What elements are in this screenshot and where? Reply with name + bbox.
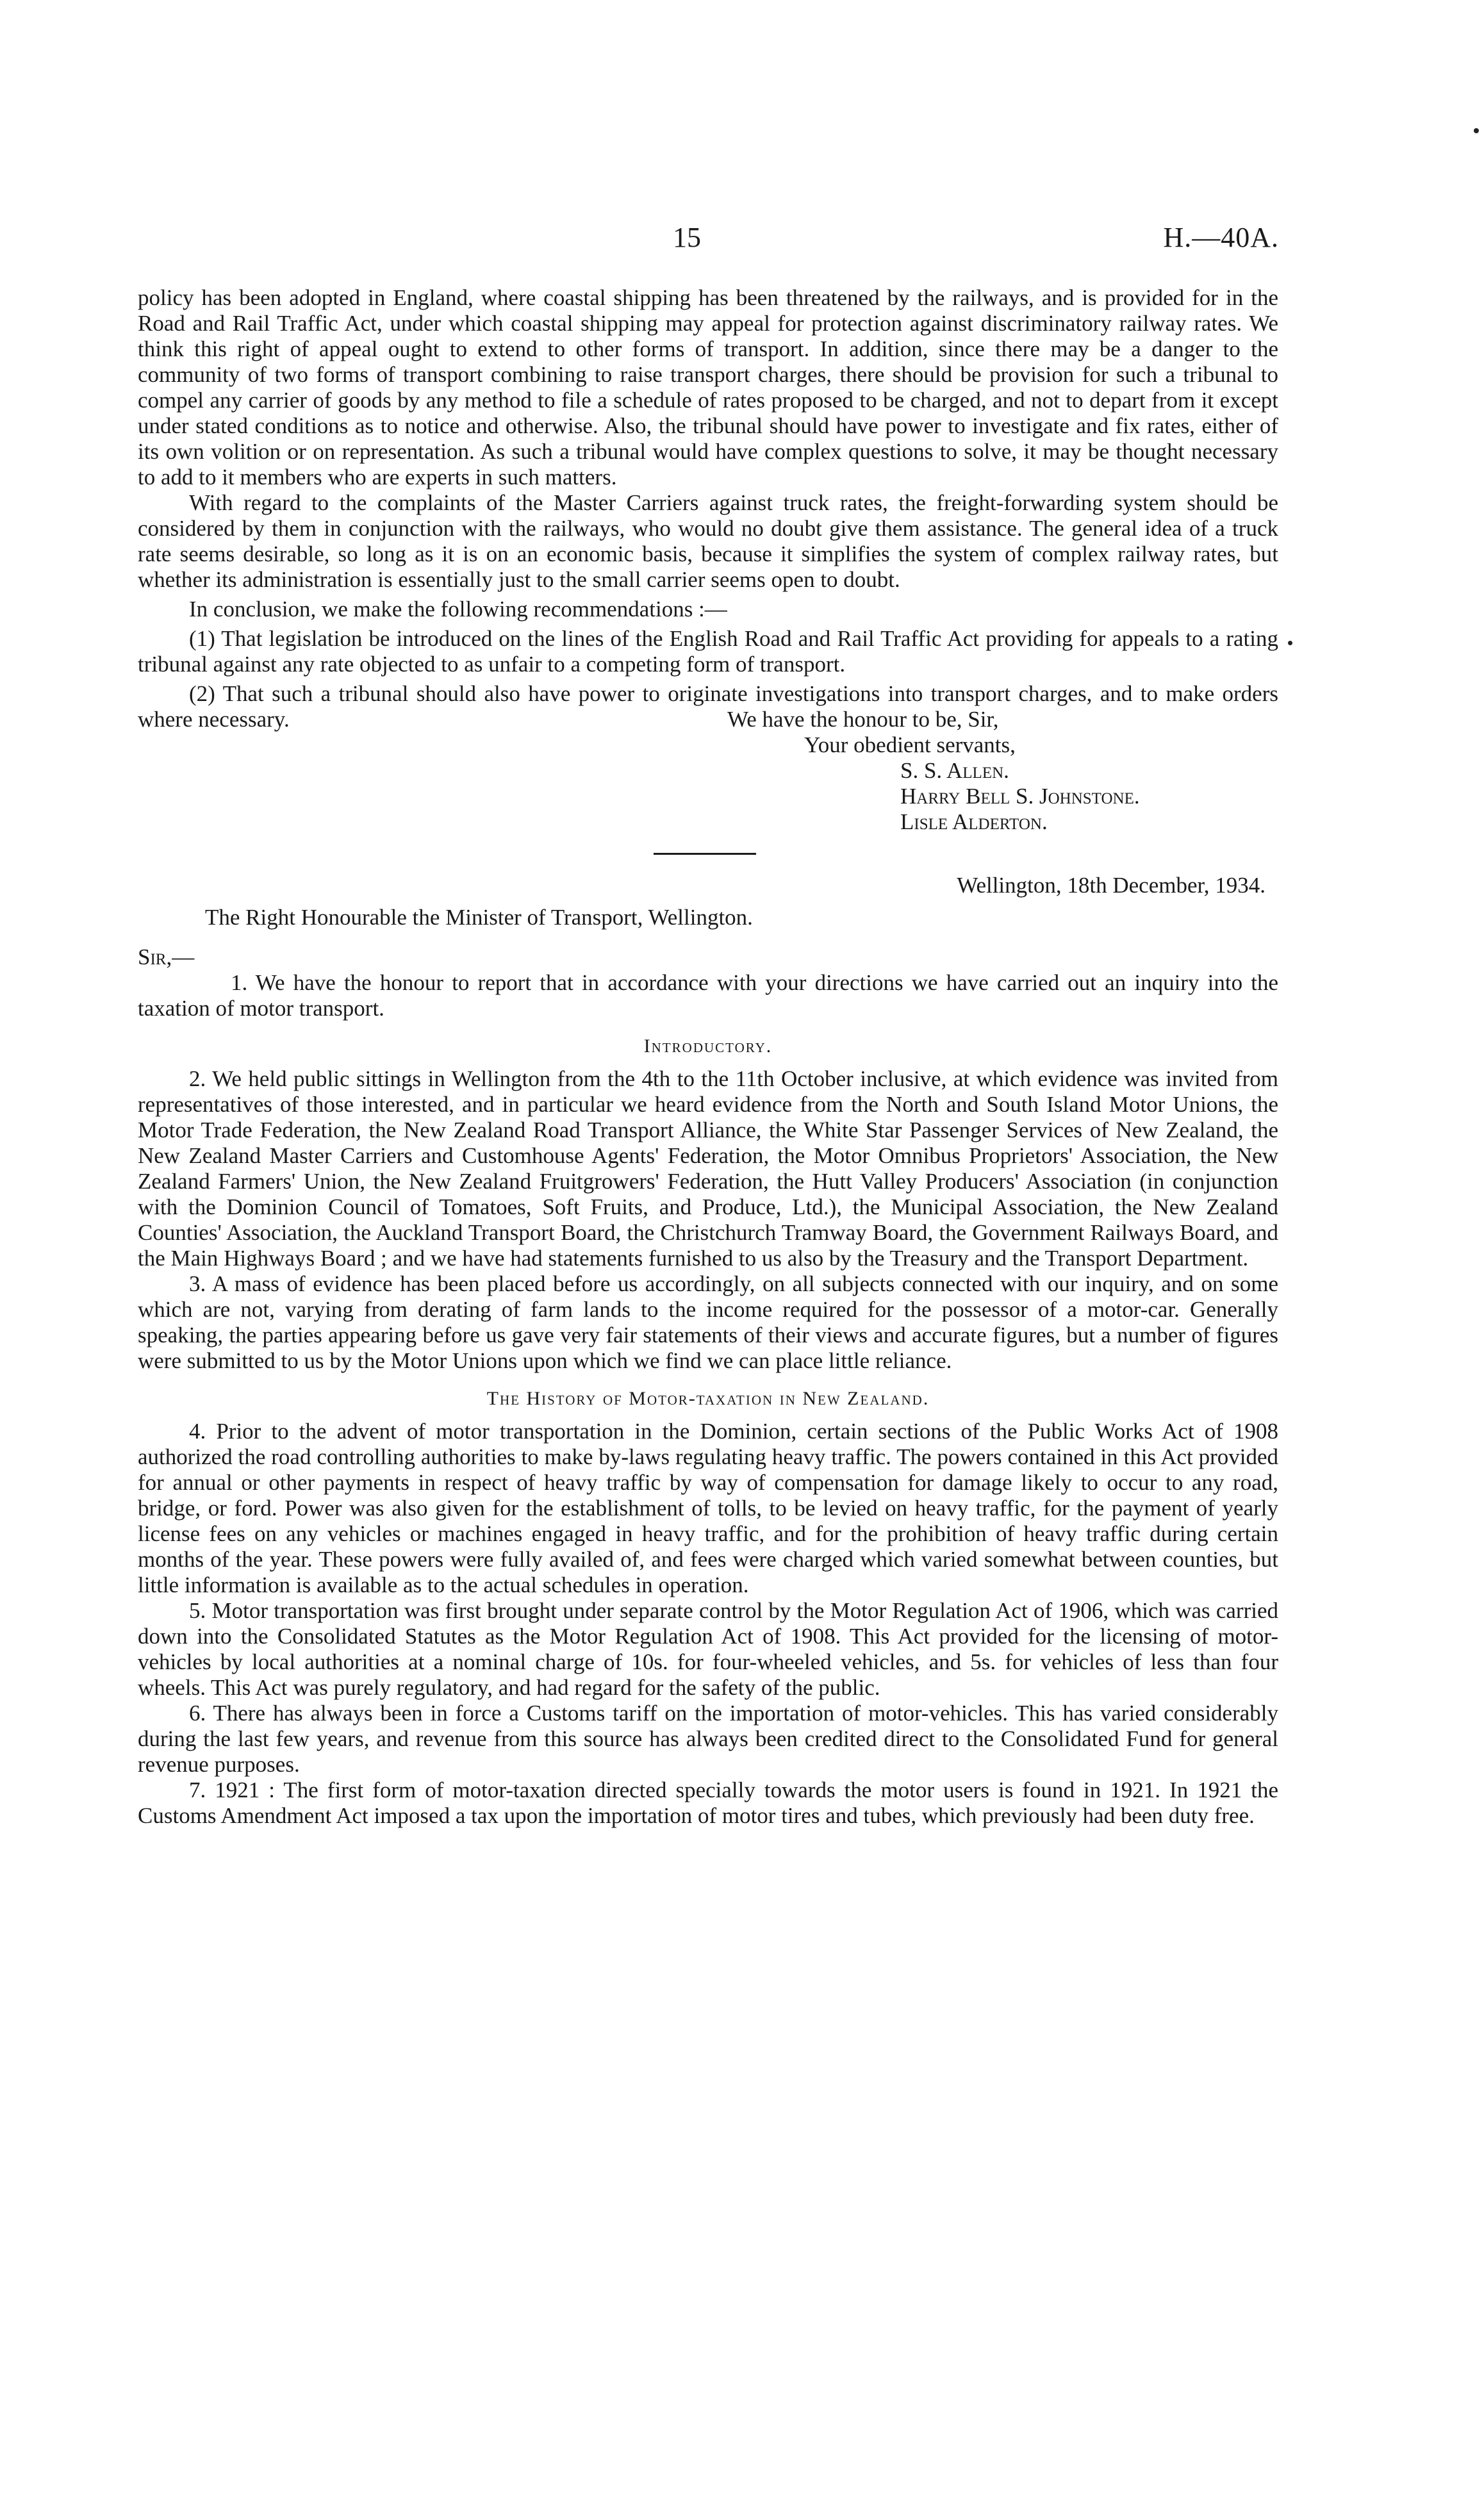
document-reference: H.—40A. [1163, 222, 1279, 253]
page-number: 15 [673, 222, 701, 253]
paragraph-3: 3. A mass of evidence has been placed before us accordingly, on all subjects connected with our inquiry, and on some which are not, varying from derating of farm lands to the income required for the possessor of a motor-car. Generally speaking, the parties appearing before us gave very fair statements of their views and accurate figures, but a number of figures were submitted to us by the Motor Unions upon which we find we can place little reliance. [138, 1271, 1278, 1373]
signature-block [727, 707, 1278, 835]
paragraph-continued: policy has been adopted in England, where coastal shipping has been threatened by the railways, and is provided for in the Road and Rail Traffic Act, under which coastal shipping may appeal for protection against discriminatory railway rates. We think this right of appeal ought to extend to other forms of transport. In addition, since there may be a danger to the community of two forms of transport combining to raise transport charges, there should be provision for such a tribunal to compel any carrier of goods by any method to file a schedule of rates proposed to be charged, and not to depart from it except under stated conditions as to notice and otherwise. Also, the tribunal should have power to investigate and fix rates, either of its own volition or on representation. As such a tribunal would have complex questions to solve, it may be thought necessary to add to it members who are experts in such matters. [138, 285, 1278, 490]
scan-speck [1474, 128, 1479, 133]
recommendation-1: (1) That legislation be introduced on the lines of the English Road and Rail Traffic Act providing for appeals to a rating tribunal against any rate objected to as unfair to a competing form of transport. [138, 626, 1278, 677]
paragraph-1: 1. We have the honour to report that in accordance with your directions we have carried out an inquiry into the taxation of motor transport. [138, 970, 1278, 1021]
section-heading-introductory: Introductory. [643, 1035, 773, 1057]
page-header [0, 221, 1484, 260]
report-body [138, 285, 1278, 1829]
recommendation-2: (2) That such a tribunal should also have power to originate investigations into transport charges, and to make orders where necessary. [138, 681, 1278, 732]
paragraph-master-carriers: With regard to the complaints of the Master Carriers against truck rates, the freight-forwarding system should be considered by them in conjunction with the railways, who would no doubt give them assistance. The general idea of a truck rate seems desirable, so long as it is on an economic basis, because it simplifies the system of complex railway rates, but whether its administration is essentially just to the small carrier seems open to doubt. [138, 490, 1278, 592]
letter-addressee: The Right Honourable the Minister of Transport, Wellington. [205, 905, 753, 930]
signatory-name: Lisle Alderton. [900, 809, 1048, 834]
signatory-name: S. S. Allen. [900, 758, 1009, 783]
paragraph-6: 6. There has always been in force a Customs tariff on the importation of motor-vehicles. This has varied considerably during the last few years, and revenue from this source has always been credited direct to the Consolidated Fund for general revenue purposes. [138, 1701, 1278, 1777]
letter-salutation: Sir,— [138, 944, 195, 969]
signoff-line-1: We have the honour to be, Sir, [727, 707, 999, 732]
signoff-line-2: Your obedient servants, [804, 732, 1016, 757]
paragraph-conclusion-intro: In conclusion, we make the following recommendations :— [189, 597, 727, 622]
signatory-name: Harry Bell S. Johnstone. [900, 784, 1140, 809]
paragraph-2: 2. We held public sittings in Wellington from the 4th to the 11th October inclusive, at which evidence was invited from representatives of those interested, and in particular we heard evidence from the North and South Island Motor Unions, the Motor Trade Federation, the New Zealand Road Transport Alliance, the White Star Passenger Services of New Zealand, the New Zealand Master Carriers and Customhouse Agents' Federation, the Motor Omnibus Proprietors' Association, the New Zealand Farmers' Union, the New Zealand Fruitgrowers' Federation, the Hutt Valley Producers' Association (in conjunction with the Dominion Council of Tomatoes, Soft Fruits, and Produce, Ltd.), the Municipal Association, the New Zealand Counties' Association, the Auckland Transport Board, the Christchurch Tramway Board, the Government Railways Board, and the Main Highways Board ; and we have had statements furnished to us also by the Treasury and the Transport Department. [138, 1066, 1278, 1271]
letter-date: Wellington, 18th December, 1934. [957, 873, 1266, 898]
section-divider [654, 853, 756, 855]
section-heading-history: The History of Motor-taxation in New Zealand. [486, 1388, 930, 1409]
paragraph-7: 7. 1921 : The first form of motor-taxation directed specially towards the motor users is found in 1921. In 1921 the Customs Amendment Act imposed a tax upon the importation of motor tires and tubes, which previously had been duty free. [138, 1777, 1278, 1828]
scan-speck [1288, 641, 1292, 645]
paragraph-4: 4. Prior to the advent of motor transportation in the Dominion, certain sections of the Public Works Act of 1908 authorized the road controlling authorities to make by-laws regulating heavy traffic. The powers contained in this Act provided for annual or other payments in respect of heavy traffic by way of compensation for damage likely to occur to any road, bridge, or ford. Power was also given for the establishment of tolls, to be levied on heavy traffic, for the payment of yearly license fees on any vehicles or machines engaged in heavy traffic, and for the prohibition of heavy traffic during certain months of the year. These powers were fully availed of, and fees were charged which varied somewhat between counties, but little information is available as to the actual schedules in operation. [138, 1419, 1278, 1597]
paragraph-5: 5. Motor transportation was first brought under separate control by the Motor Regulation Act of 1906, which was carried down into the Consolidated Statutes as the Motor Regulation Act of 1908. This Act provided for the licensing of motor-vehicles by local authorities at a nominal charge of 10s. for four-wheeled vehicles, and 5s. for vehicles of less than four wheels. This Act was purely regulatory, and had regard for the safety of the public. [138, 1598, 1278, 1700]
